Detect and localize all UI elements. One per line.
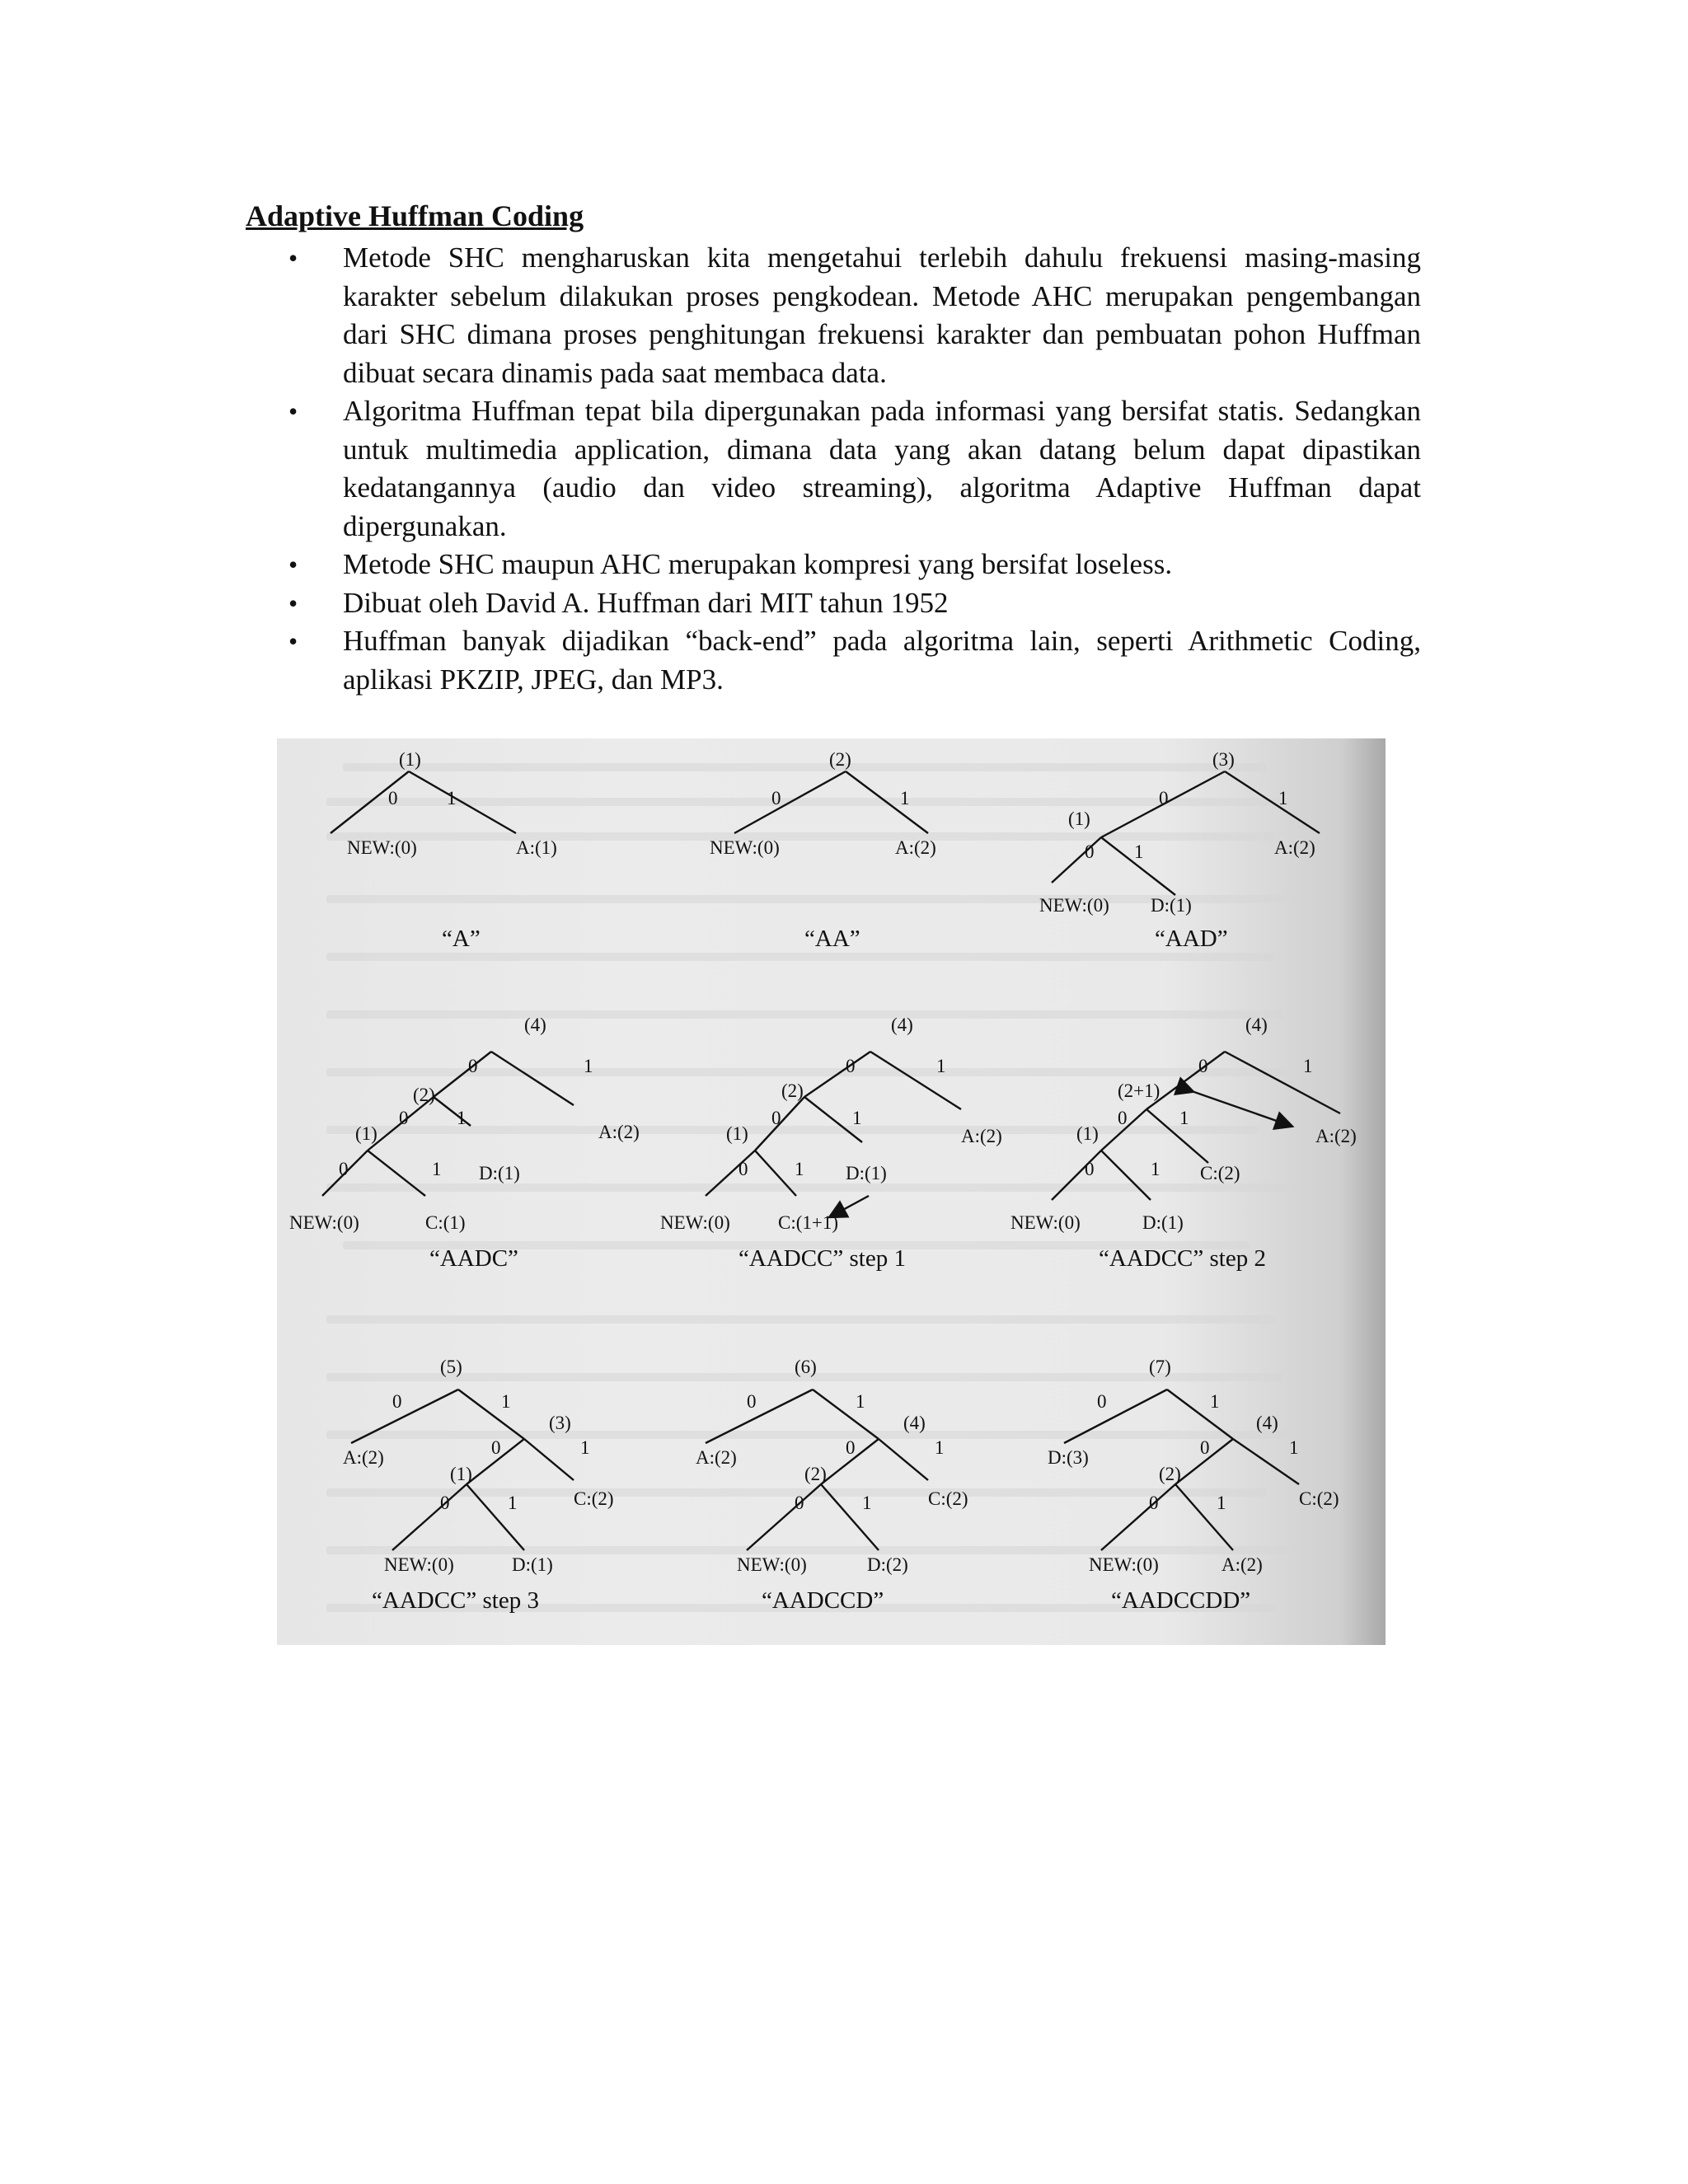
tree-node: (2) [781,1080,804,1101]
edge [804,1052,870,1097]
edge-label: 1 [1151,1159,1160,1179]
tree-leaf: D:(2) [867,1554,908,1575]
tree-leaf: A:(1) [516,837,557,858]
tree-aadcc-step3 [343,1357,614,1614]
bullet-item [246,392,1421,546]
edge-label: 0 [738,1159,748,1179]
tree-node: (4) [1245,1015,1268,1035]
tree-node: (6) [795,1357,817,1377]
tree-leaf: NEW:(0) [1010,1212,1081,1233]
edge-label: 0 [1118,1108,1128,1128]
tree-node: (4) [903,1413,926,1433]
tree-leaf: C:(2) [1200,1163,1240,1183]
bullet-icon: • [288,396,298,426]
tree-node: (3) [1212,749,1235,770]
edge [870,1052,961,1109]
edge [1101,1484,1175,1550]
edge [846,771,928,833]
edge-label: 1 [1210,1391,1220,1412]
edge-label: 1 [936,1056,946,1076]
edge [1225,771,1320,833]
scanned-figure [277,738,1386,1645]
edge-label: 0 [795,1493,804,1513]
tree-caption: “AADCCDD” [1111,1587,1251,1614]
edge-label: 1 [900,788,910,808]
tree-node: (4) [891,1015,913,1035]
edge [1064,1390,1167,1443]
tree-caption: “A” [442,926,481,952]
tree-node: (5) [440,1357,462,1377]
tree-node: (1) [450,1464,472,1484]
tree-leaf: D:(1) [1142,1212,1184,1233]
tree-leaf: NEW:(0) [710,837,780,858]
tree-leaf: NEW:(0) [384,1554,454,1575]
tree-leaf: D:(1) [1151,895,1192,916]
edge [706,1390,813,1443]
tree-leaf: C:(1) [425,1212,466,1233]
tree-aadccdd [1048,1357,1339,1614]
tree-node: (1) [399,749,421,770]
tree-leaf: NEW:(0) [1089,1554,1159,1575]
tree-node: (4) [524,1015,546,1035]
section-heading: Adaptive Huffman Coding [246,199,584,232]
edge-label: 0 [1200,1437,1210,1458]
bullet-item [246,546,1421,584]
tree-node: (1) [355,1123,377,1144]
tree-leaf: A:(2) [1221,1554,1263,1575]
tree-leaf: C:(1+1) [778,1212,839,1233]
edge-label: 0 [1149,1493,1159,1513]
edge [458,1390,524,1439]
tree-node: (4) [1256,1413,1278,1433]
edge-label: 1 [1179,1108,1189,1128]
edge-label: 1 [1278,788,1288,808]
edge-label: 0 [339,1159,349,1179]
tree-aadcc-step2 [1010,1015,1357,1272]
tree-leaf: C:(2) [1299,1488,1339,1509]
huffman-trees-diagram [277,738,1386,1645]
tree-node: (2) [829,749,851,770]
edge-label: 1 [447,788,457,808]
tree-caption: “AADCC” step 1 [738,1245,906,1272]
edge [747,1484,821,1550]
tree-leaf: C:(2) [928,1488,968,1509]
edge [1167,1390,1233,1439]
tree-leaf: D:(1) [846,1163,887,1183]
tree-leaf: A:(2) [1315,1126,1357,1146]
tree-leaf: D:(3) [1048,1447,1089,1468]
edge-label: 1 [856,1391,865,1412]
edge-label: 0 [1085,1159,1095,1179]
tree-leaf: A:(2) [1274,837,1315,858]
bullet-text: Huffman banyak dijadikan “back-end” pada algoritma lain, seperti Arithmetic Coding, aplikasi PKZIP, JPEG, dan MP3. [343,625,1421,696]
bullet-list [246,239,1421,699]
tree-caption: “AADCC” step 3 [372,1587,539,1614]
tree-aadc [289,1015,640,1272]
edge-label: 1 [457,1108,467,1128]
edge [879,1439,928,1480]
tree-leaf: NEW:(0) [347,837,417,858]
tree-leaf: D:(1) [512,1554,553,1575]
edge-label: 1 [935,1437,945,1458]
edge-label: 0 [468,1056,478,1076]
edge [409,771,516,833]
edge [524,1439,574,1480]
edge-label: 1 [1134,841,1144,862]
edge-label: 0 [1097,1391,1107,1412]
edge [1101,1151,1151,1200]
edge [734,771,846,833]
tree-leaf: NEW:(0) [1039,895,1109,916]
edge-label: 0 [771,788,781,808]
tree-aad [1039,749,1320,952]
edge-label: 1 [795,1159,804,1179]
tree-leaf: NEW:(0) [737,1554,807,1575]
edge-label: 1 [508,1493,518,1513]
tree-leaf: A:(2) [961,1126,1002,1146]
edge-label: 0 [771,1108,781,1128]
tree-leaf: A:(2) [696,1447,737,1468]
bullet-item [246,622,1421,699]
tree-caption: “AADC” [429,1245,518,1272]
tree-node: (2) [413,1085,435,1105]
bullet-text: Algoritma Huffman tepat bila dipergunakan pada informasi yang bersifat statis. Sedangkan untuk multimedia application, dimana data yang akan datang belum dapat dipastikan kedatangannya (audio dan video streaming), algoritma Adaptive Huffman dapat dipergunakan. [343,395,1421,542]
edge-label: 0 [747,1391,757,1412]
edge-label: 1 [432,1159,442,1179]
tree-leaf: A:(2) [895,837,936,858]
edge [368,1151,425,1196]
tree-caption: “AAD” [1155,926,1228,952]
tree-leaf: NEW:(0) [289,1212,359,1233]
bullet-text: Metode SHC mengharuskan kita mengetahui terlebih dahulu frekuensi masing-masing karakter sebelum dilakukan proses pengkodean. Metode AHC merupakan pengembangan dari SHC dimana proses penghitungan frekuensi karakter dan pembuatan pohon Huffman dibuat secara dinamis pada saat membaca data. [343,241,1421,389]
tree-node: (1) [1068,808,1090,829]
tree-leaf: A:(2) [343,1447,384,1468]
edge-label: 1 [1289,1437,1299,1458]
swap-arrow [1192,1091,1291,1126]
edge-label: 0 [388,788,398,808]
bullet-icon: • [288,588,298,618]
tree-aadcc-step1 [660,1015,1002,1272]
tree-node: (2) [804,1464,827,1484]
tree-caption: “AA” [804,926,860,952]
edge-label: 0 [1159,788,1169,808]
edge [813,1390,879,1439]
bullet-item [246,584,1421,623]
edge-label: 1 [1303,1056,1313,1076]
tree-leaf: D:(1) [479,1163,520,1183]
bullet-item [246,239,1421,392]
tree-aa [710,749,936,952]
edge-label: 0 [1198,1056,1208,1076]
edge [392,1484,467,1550]
edge [351,1390,458,1443]
edge [491,1052,574,1105]
bullet-text: Metode SHC maupun AHC merupakan kompresi yang bersifat loseless. [343,548,1173,580]
tree-node: (1) [726,1123,748,1144]
tree-node: (3) [549,1413,571,1433]
tree-caption: “AADCCD” [762,1587,884,1614]
tree-leaf: NEW:(0) [660,1212,730,1233]
edge [434,1052,491,1097]
edge [1146,1109,1208,1163]
edge-label: 1 [862,1493,872,1513]
tree-a [331,749,557,952]
bullet-icon: • [288,626,298,656]
edge-label: 1 [852,1108,862,1128]
tree-caption: “AADCC” step 2 [1099,1245,1266,1272]
edge-label: 0 [846,1056,856,1076]
edge-label: 1 [501,1391,511,1412]
tree-node: (2+1) [1118,1080,1160,1101]
edge-label: 1 [1217,1493,1226,1513]
bullet-text: Dibuat oleh David A. Huffman dari MIT tahun 1952 [343,586,949,619]
edge-label: 0 [392,1391,402,1412]
tree-aadccd [696,1357,968,1614]
bullet-icon: • [288,550,298,579]
tree-node: (1) [1076,1123,1099,1144]
edge-label: 0 [491,1437,501,1458]
edge-label: 0 [399,1108,409,1128]
edge [1225,1052,1340,1113]
tree-leaf: A:(2) [598,1122,640,1142]
bullet-icon: • [288,243,298,273]
edge-label: 0 [846,1437,856,1458]
edge-label: 0 [440,1493,450,1513]
edge-label: 1 [584,1056,593,1076]
tree-leaf: C:(2) [574,1488,614,1509]
tree-node: (7) [1149,1357,1171,1377]
tree-node: (2) [1159,1464,1181,1484]
edge-label: 1 [580,1437,590,1458]
edge [755,1151,796,1196]
edge-label: 0 [1085,841,1095,862]
